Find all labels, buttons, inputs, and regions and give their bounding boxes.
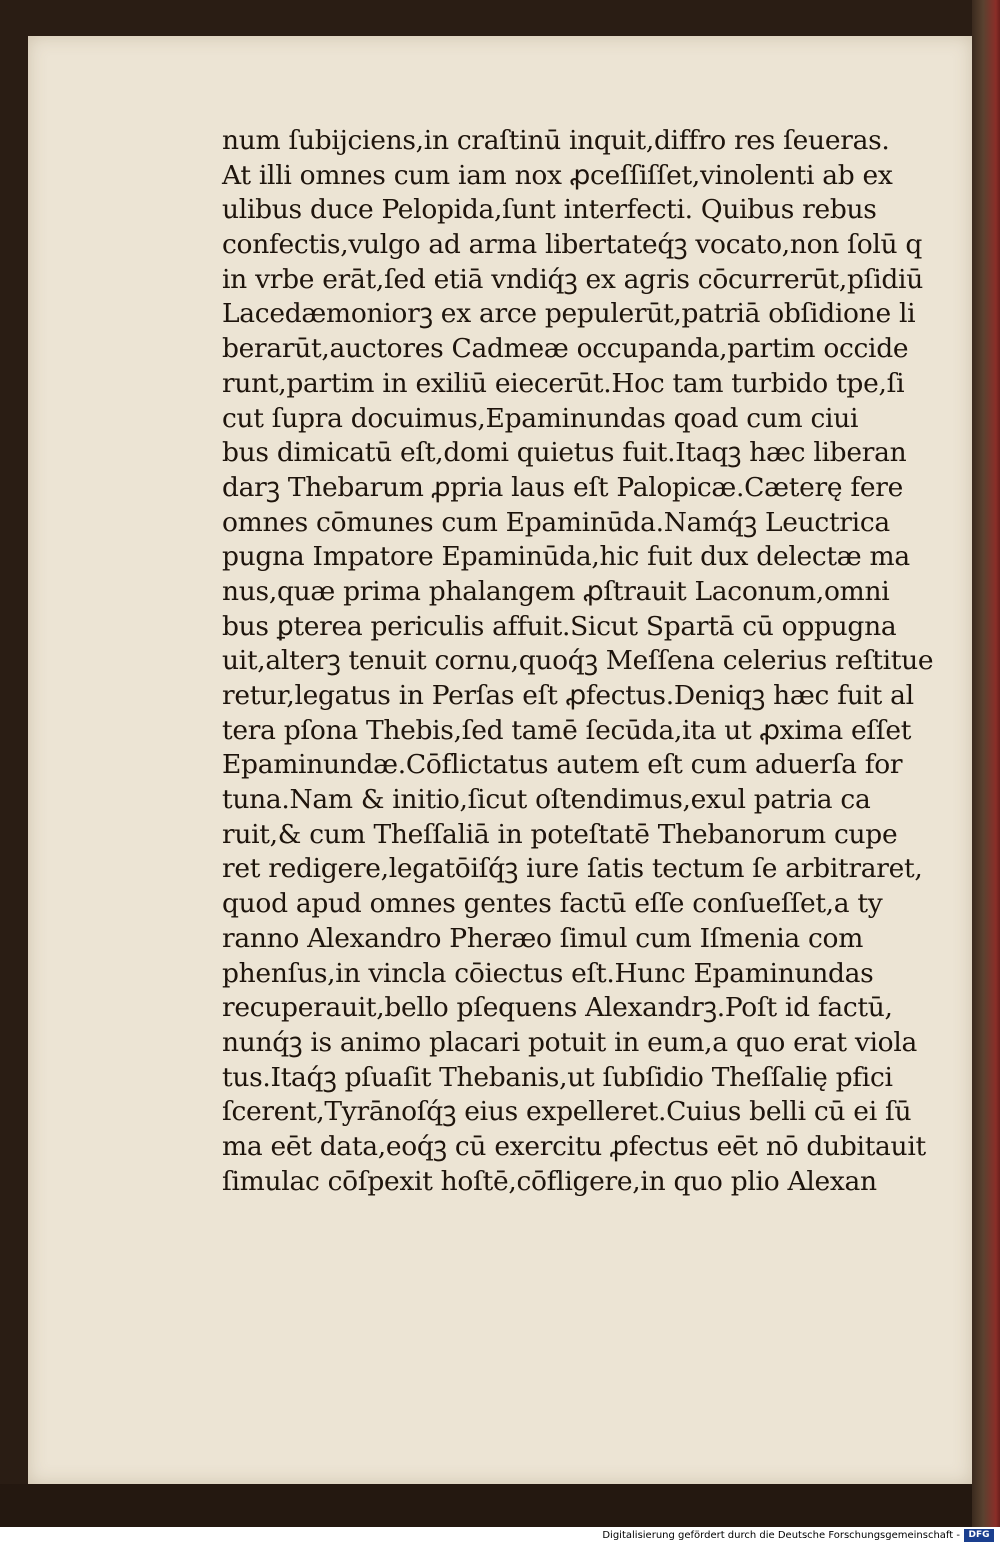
text-line: nus,quæ prima phalangem ꝓſtrauit Laconum,omni bbox=[222, 575, 890, 607]
text-line: uit,alterꝫ tenuit cornu,quoq́ꝫ Meſſena celerius reſtitue bbox=[222, 645, 934, 677]
text-line: tus.Itaq́ꝫ pſuaſit Thebanis,ut ſubſidio Theſſalię pfici bbox=[222, 1061, 893, 1093]
text-line: ruit,& cum Theſſaliā in poteſtatē Thebanorum cupe bbox=[222, 818, 898, 850]
text-line: in vrbe erāt,ſed etiā vndiq́ꝫ ex agris cōcurrerūt,pſidiū bbox=[222, 263, 923, 295]
text-line: ret redigere,legatōiſq́ꝫ iure ſatis tectum ſe arbitraret, bbox=[222, 853, 923, 885]
text-line: berarūt,auctores Cadmeæ occupanda,partim occide bbox=[222, 333, 909, 365]
text-line: ſimulac cōſpexit hoſtē,cōfligere,in quo plio Alexan bbox=[222, 1165, 877, 1197]
dfg-logo: DFG bbox=[964, 1529, 994, 1542]
text-line: pugna Impatore Epaminūda,hic fuit dux delectæ ma bbox=[222, 541, 910, 573]
text-line: bus ꝑterea periculis affuit.Sicut Spartā cū oppugna bbox=[222, 610, 897, 642]
text-line: bus dimicatū eſt,domi quietus fuit.Itaqꝫ hæc liberan bbox=[222, 437, 907, 469]
dfg-credit-text: Digitalisierung gefördert durch die Deutsche Forschungsgemeinschaft - bbox=[602, 1530, 960, 1541]
text-line: runt,partim in exiliū eiecerūt.Hoc tam turbido tpe,ſi bbox=[222, 367, 905, 399]
text-line: Epaminundæ.Cōflictatus autem eſt cum aduerſa for bbox=[222, 749, 903, 781]
text-line: darꝫ Thebarum ꝓpria laus eſt Palopicæ.Cæterę fere bbox=[222, 471, 903, 503]
text-line: quod apud omnes gentes factū eſſe conſueſſet,a ty bbox=[222, 888, 883, 920]
text-line: ulibus duce Pelopida,ſunt interfecti. Quibus rebus bbox=[222, 194, 877, 226]
text-line: nunq́ꝫ is animo placari potuit in eum,a quo erat viola bbox=[222, 1026, 918, 1058]
text-line: cut ſupra docuimus,Epaminundas qoad cum ciui bbox=[222, 402, 859, 434]
text-line: omnes cōmunes cum Epaminūda.Namq́ꝫ Leuctrica bbox=[222, 506, 890, 538]
text-line: Lacedæmoniorꝫ ex arce pepulerūt,patriā obſidione li bbox=[222, 298, 916, 330]
footer-bar bbox=[0, 1527, 1000, 1545]
text-line: tera pſona Thebis,ſed tamē ſecūda,ita ut ꝓxima eſſet bbox=[222, 714, 912, 746]
text-line: tuna.Nam & initio,ſicut oſtendimus,exul patria ca bbox=[222, 784, 871, 816]
book-fore-edge bbox=[972, 0, 1000, 1527]
text-line: num ſubijciens,in craſtinū inquit,diffro res ſeueras. bbox=[222, 125, 890, 156]
text-line: confectis,vulgo ad arma libertateq́ꝫ vocato,non ſolū q bbox=[222, 229, 923, 261]
text-line: recuperauit,bello pſequens Alexandrꝫ.Poſt id factū, bbox=[222, 992, 893, 1024]
text-line: At illi omnes cum iam nox ꝓceſſiſſet,vinolenti ab ex bbox=[222, 159, 893, 191]
book-bottom-edge bbox=[0, 1484, 1000, 1527]
text-block bbox=[222, 124, 934, 1199]
text-line: ma eēt data,eoq́ꝫ cū exercitu ꝓfectus eēt nō dubitauit bbox=[222, 1130, 926, 1162]
text-line: ſcerent,Tyrānoſq́ꝫ eius expelleret.Cuius belli cū ei ſū bbox=[222, 1096, 912, 1128]
text-line: retur,legatus in Perſas eſt ꝓfectus.Deniqꝫ hæc fuit al bbox=[222, 680, 914, 711]
text-line: phenſus,in vincla cōiectus eſt.Hunc Epaminundas bbox=[222, 957, 874, 989]
text-line: ranno Alexandro Pheræo ſimul cum Iſmenia com bbox=[222, 922, 864, 954]
